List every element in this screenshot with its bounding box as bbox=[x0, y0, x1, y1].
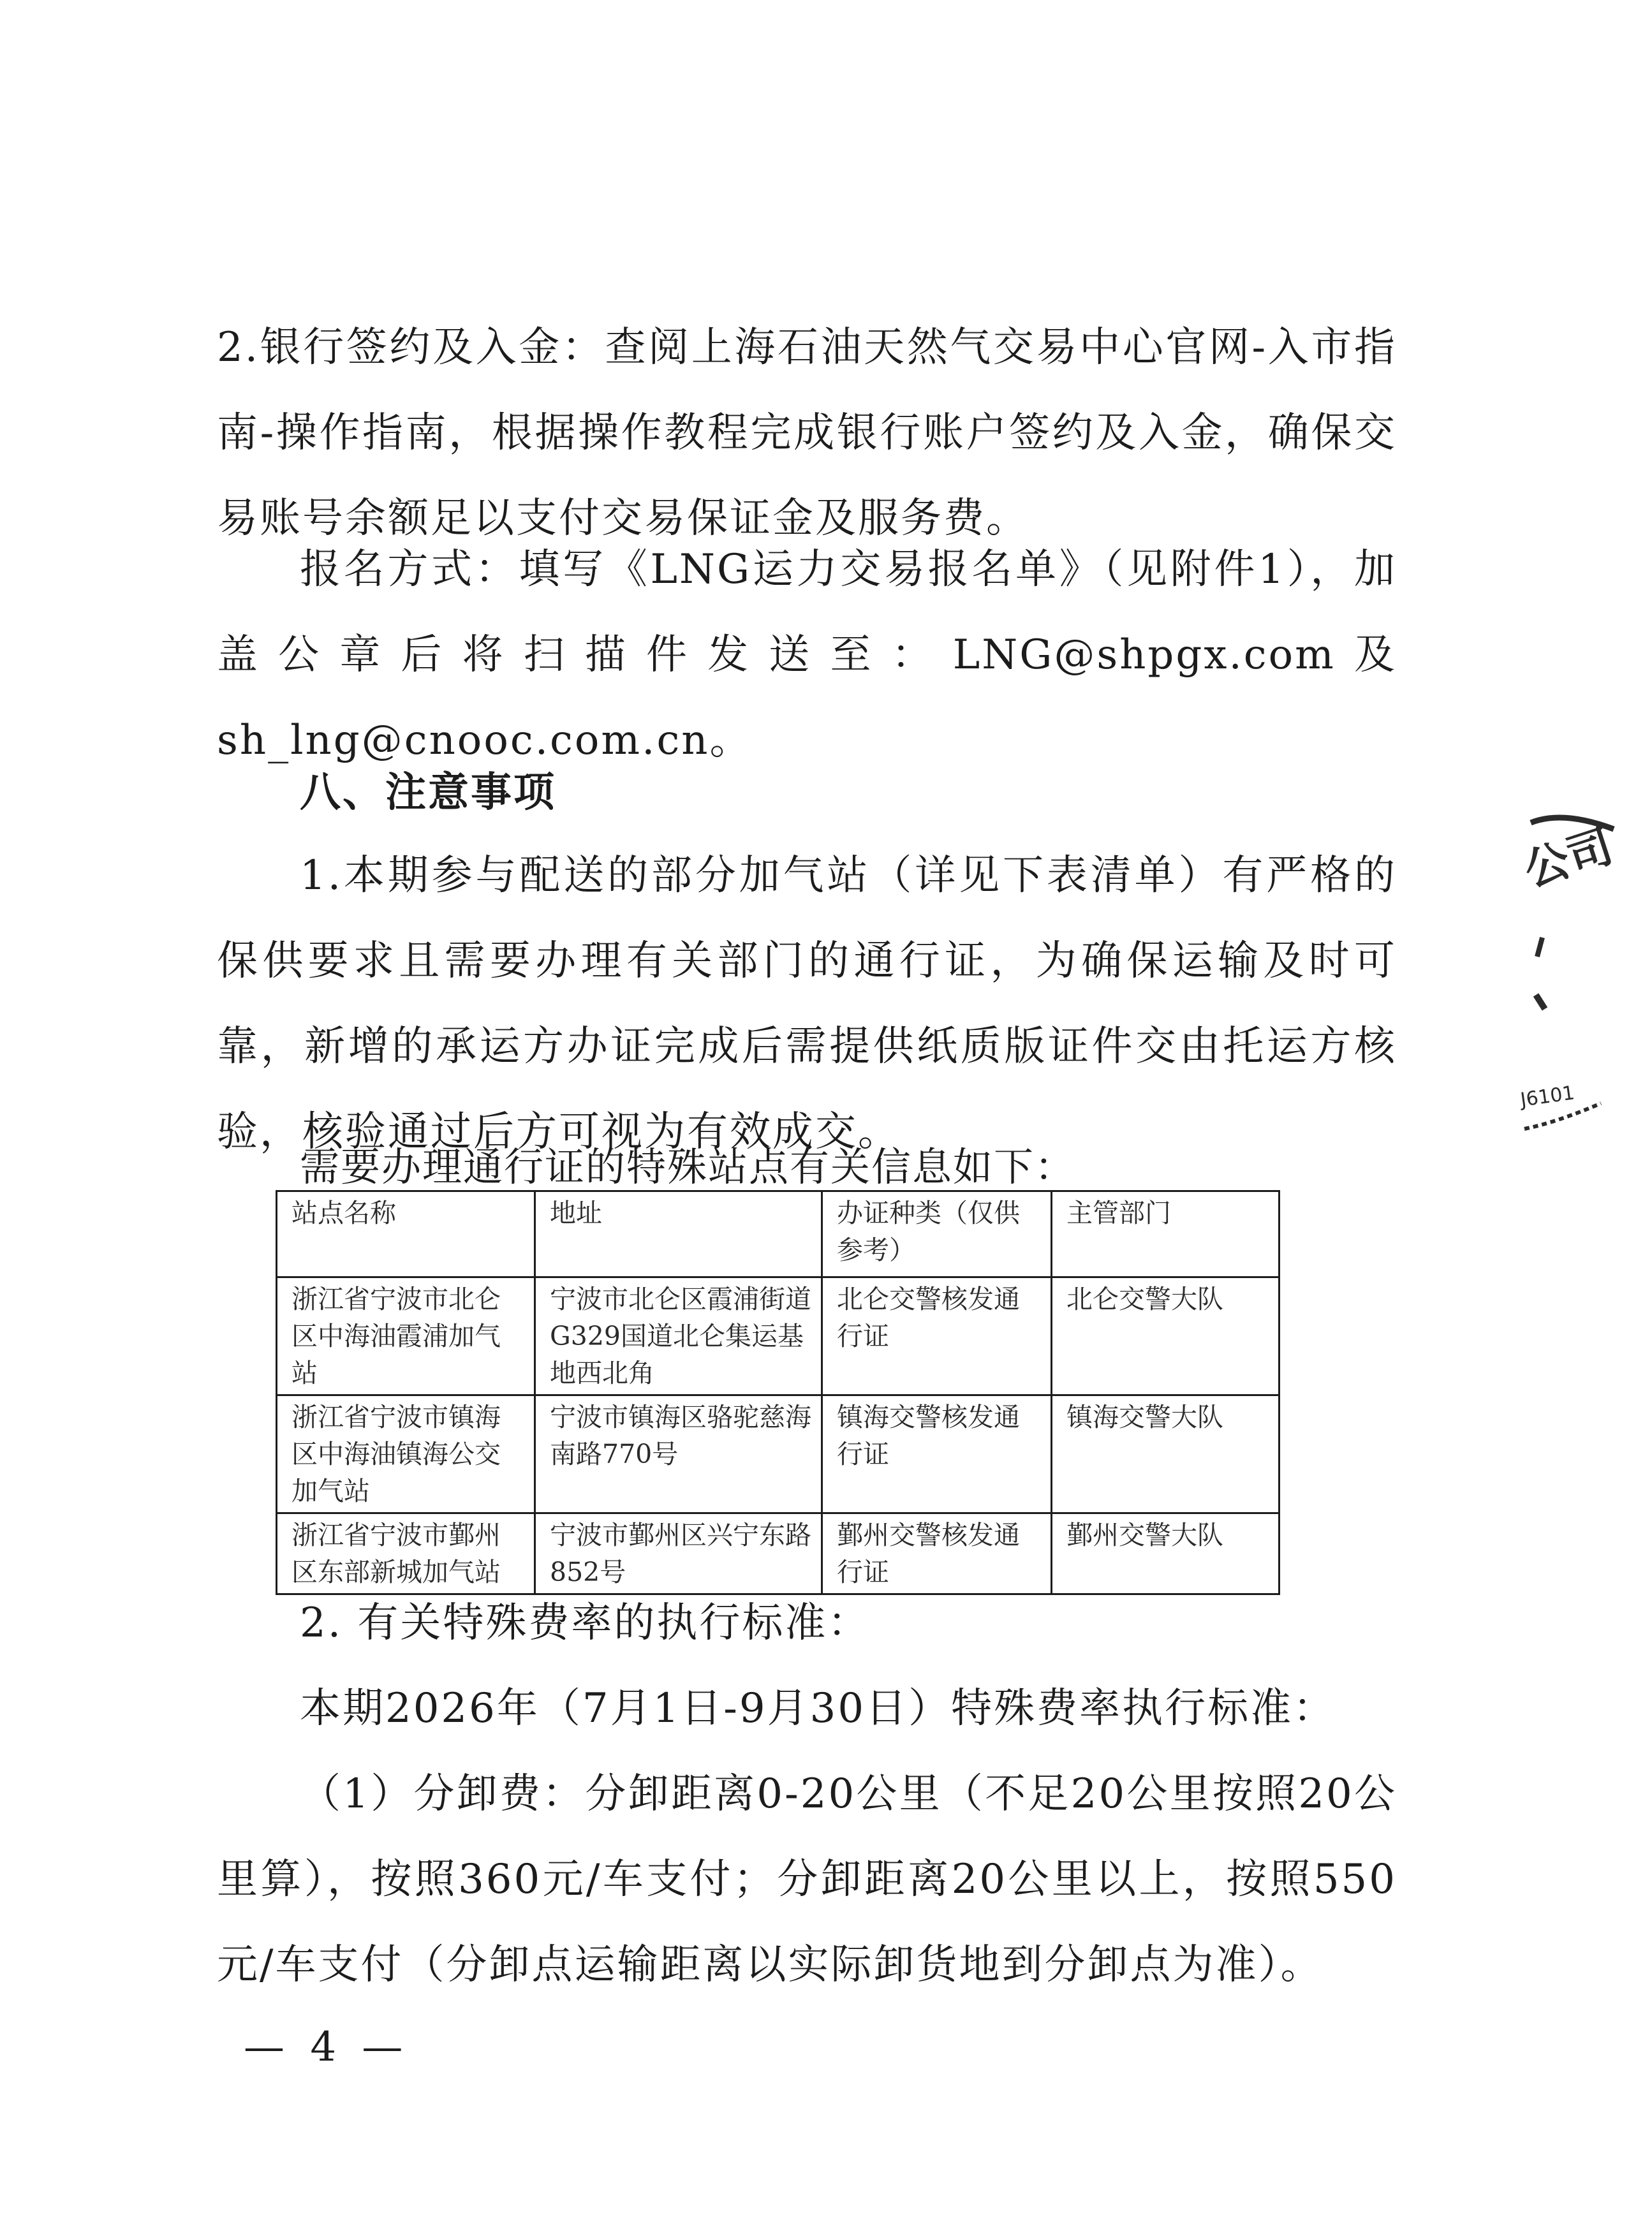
header-authority: 主管部门 bbox=[1052, 1191, 1280, 1277]
svg-text:公司: 公司 bbox=[1517, 820, 1619, 897]
official-seal-fragment bbox=[1517, 804, 1652, 1161]
paragraph-notice-2-item-1: （1）分卸费：分卸距离0-20公里（不足20公里按照20公里算），按照360元/车支付；分卸距离20公里以上，按照550元/车支付（分卸点运输距离以实际卸货地到分卸点为准）。 bbox=[217, 1770, 1397, 1989]
paragraph-bank-signing: 2.银行签约及入金：查阅上海石油天然气交易中心官网-入市指南-操作指南，根据操作教程完成银行账户签约及入金，确保交易账号余额足以支付交易保证金及服务费。 bbox=[217, 324, 1397, 542]
table-caption: 需要办理通行证的特殊站点有关信息如下： bbox=[300, 1144, 1076, 1190]
page-number: — 4 — bbox=[244, 2024, 409, 2071]
table-header-row bbox=[277, 1191, 1280, 1277]
seal-icon bbox=[1517, 804, 1652, 1161]
table-row bbox=[277, 1277, 1280, 1395]
cell-station-name: 浙江省宁波市鄞州区东部新城加气站 bbox=[277, 1513, 535, 1594]
section-heading-notes: 八、注意事项 bbox=[300, 769, 556, 816]
cell-authority: 镇海交警大队 bbox=[1052, 1395, 1280, 1513]
paragraph-notice-2-period: 本期2026年（7月1日-9月30日）特殊费率执行标准： bbox=[300, 1685, 1336, 1732]
header-permit-type: 办证种类（仅供参考） bbox=[822, 1191, 1052, 1277]
paragraph-notice-2-title: 2. 有关特殊费率的执行标准： bbox=[300, 1600, 871, 1647]
stations-table bbox=[276, 1190, 1280, 1595]
cell-permit-type: 鄞州交警核发通行证 bbox=[822, 1513, 1052, 1594]
cell-permit-type: 镇海交警核发通行证 bbox=[822, 1395, 1052, 1513]
table-row bbox=[277, 1395, 1280, 1513]
header-station-name: 站点名称 bbox=[277, 1191, 535, 1277]
cell-authority: 北仑交警大队 bbox=[1052, 1277, 1280, 1395]
svg-text:J6101: J6101 bbox=[1519, 1082, 1576, 1112]
cell-authority: 鄞州交警大队 bbox=[1052, 1513, 1280, 1594]
paragraph-registration-method: 报名方式：填写《LNG运力交易报名单》（见附件1），加盖公章后将扫描件发送至：LNG@shpgx.com及sh_lng@cnooc.com.cn。 bbox=[217, 546, 1397, 764]
cell-station-name: 浙江省宁波市镇海区中海油镇海公交加气站 bbox=[277, 1395, 535, 1513]
paragraph-notice-1: 1.本期参与配送的部分加气站（详见下表清单）有严格的保供要求且需要办理有关部门的通行证，为确保运输及时可靠，新增的承运方办证完成后需提供纸质版证件交由托运方核验，核验通过后方可视为有效成交。 bbox=[217, 852, 1397, 1156]
header-address: 地址 bbox=[535, 1191, 822, 1277]
cell-address: 宁波市鄞州区兴宁东路852号 bbox=[535, 1513, 822, 1594]
cell-station-name: 浙江省宁波市北仑区中海油霞浦加气站 bbox=[277, 1277, 535, 1395]
cell-address: 宁波市镇海区骆驼慈海南路770号 bbox=[535, 1395, 822, 1513]
cell-address: 宁波市北仑区霞浦街道G329国道北仑集运基地西北角 bbox=[535, 1277, 822, 1395]
cell-permit-type: 北仑交警核发通行证 bbox=[822, 1277, 1052, 1395]
